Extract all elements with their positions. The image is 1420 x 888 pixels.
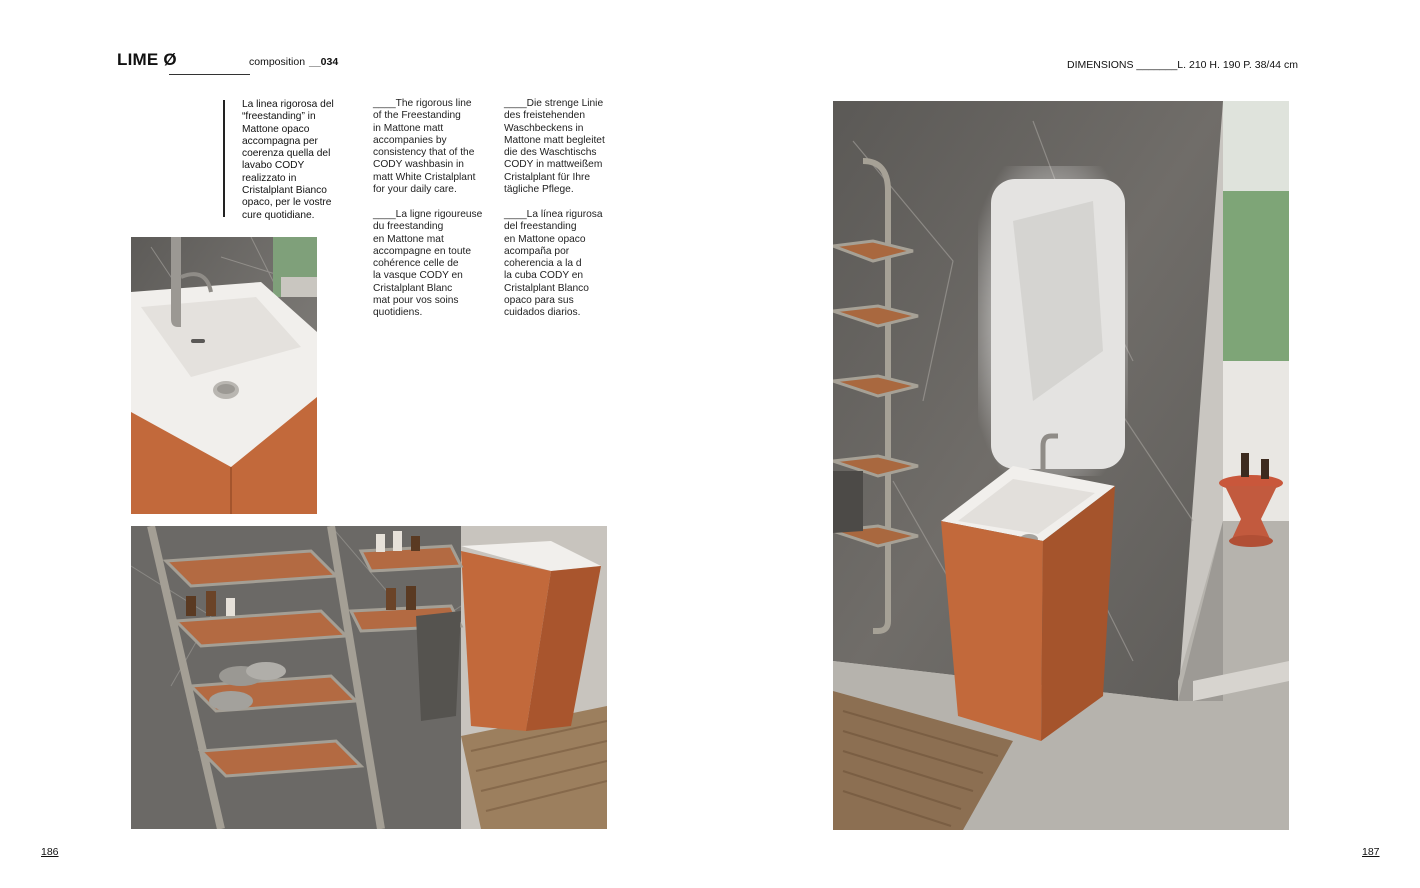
composition-number: __034 — [309, 56, 339, 68]
italian-description: La linea rigorosa del “freestanding” in Mattone opaco accompagna per coerenza quella del lavabo CODY realizzato in Cristalplant Bianco opaco, per le vostre cure quotidiane. — [242, 99, 334, 221]
english-description: ____The rigorous line of the Freestanding in Mattone matt accompanies by consistency that of the CODY washbasin in matt White Cristalplant for your daily care. — [373, 98, 476, 196]
shelving-pedestal-photo — [131, 526, 607, 829]
basin-closeup-photo — [131, 237, 317, 514]
german-description: ____Die strenge Linie des freistehenden Waschbeckens in Mattone matt begleitet die des Waschtischs CODY in mattweißem Cristalplant für Ihre tägliche Pflege. — [504, 98, 605, 196]
page-number-right: 187 — [1362, 846, 1380, 858]
collection-title: LIME Ø — [117, 50, 177, 69]
dimensions-text: DIMENSIONS _______L. 210 H. 190 P. 38/44 cm — [1067, 59, 1298, 71]
page-number-left: 186 — [41, 846, 59, 858]
main-composition-photo — [833, 101, 1289, 830]
title-underline — [169, 74, 250, 75]
spanish-description: ____La línea rigurosa del freestanding en Mattone opaco acompaña por coherencia a la d la cuba CODY en Cristalplant Blanco opaco para sus cuidados diarios. — [504, 209, 603, 319]
french-description: ____La ligne rigoureuse du freestanding en Mattone mat accompagne en toute cohérence celle de la vasque CODY en Cristalplant Blanc mat pour vos soins quotidiens. — [373, 209, 483, 319]
composition-label: composition — [249, 56, 306, 68]
text-accent-bar — [223, 100, 225, 217]
